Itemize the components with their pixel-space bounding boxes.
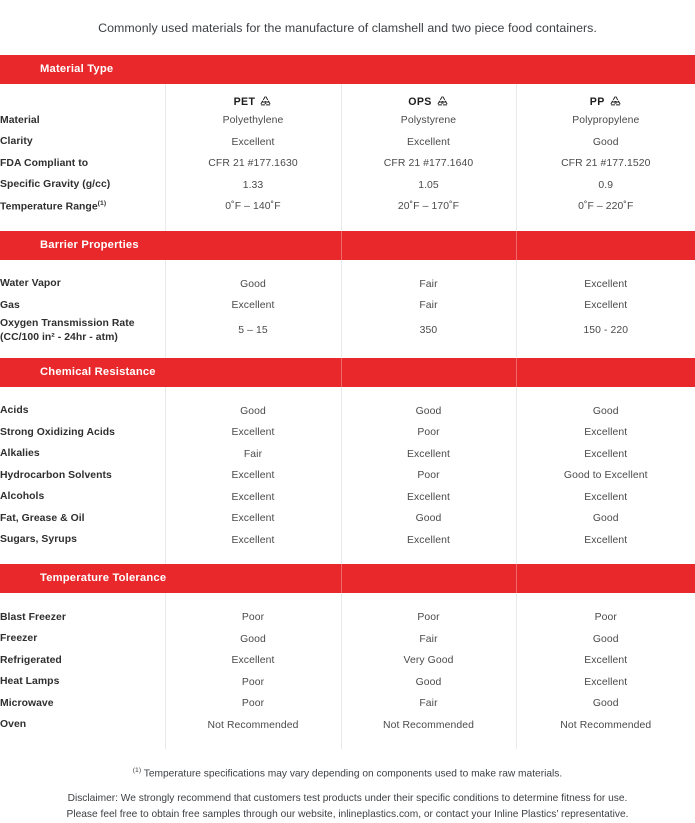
cell-clarity-pet: Excellent [165, 132, 341, 154]
cell-hydrocarbon-solvents-pp: Good to Excellent [516, 465, 695, 487]
recycle-icon [259, 95, 272, 108]
section-title-cell [0, 358, 341, 387]
cell-microwave-ops: Fair [341, 693, 516, 715]
cell-water-vapor-pet: Good [165, 274, 341, 296]
table-row [0, 153, 695, 175]
section-title-cell [0, 231, 341, 260]
table-row [0, 110, 695, 132]
cell-gas-pet: Excellent [165, 295, 341, 317]
row-label-sugars-syrups [0, 530, 165, 552]
section-gap-top [0, 260, 695, 274]
cell-material-pet: Polyethylene [165, 110, 341, 132]
cell-microwave-pet: Poor [165, 693, 341, 715]
row-label-subtext: (CC/100 in² - 24hr - atm) [0, 331, 118, 343]
table-row [0, 295, 695, 317]
section-title-cell [0, 55, 695, 84]
section-title: Temperature Tolerance [40, 572, 167, 585]
row-label-text: Hydrocarbon Solvents [0, 469, 112, 481]
row-label-freezer [0, 629, 165, 651]
row-label-acids [0, 401, 165, 423]
cell-alcohols-pet: Excellent [165, 487, 341, 509]
cell-gas-pp: Excellent [516, 295, 695, 317]
cell-strong-oxidizing-acids-pet: Excellent [165, 422, 341, 444]
row-label-text: Freezer [0, 633, 38, 645]
cell-alcohols-ops: Excellent [341, 487, 516, 509]
cell-fat-grease-oil-ops: Good [341, 508, 516, 530]
section-header-spacer-2 [516, 358, 695, 387]
row-label-clarity [0, 132, 165, 154]
table-row [0, 672, 695, 694]
cell-heat-lamps-ops: Good [341, 672, 516, 694]
table-row [0, 715, 695, 737]
cell-hydrocarbon-solvents-ops: Poor [341, 465, 516, 487]
column-code-ops: OPS [408, 95, 432, 108]
svg-text:1: 1 [264, 99, 268, 105]
cell-alkalies-ops: Excellent [341, 444, 516, 466]
row-label-text: Temperature Range [0, 201, 98, 213]
cell-oven-ops: Not Recommended [341, 715, 516, 737]
cell-refrigerated-ops: Very Good [341, 650, 516, 672]
row-label-text: Clarity [0, 136, 33, 148]
cell-fda-compliant-to-ops: CFR 21 #177.1640 [341, 153, 516, 175]
table-row [0, 530, 695, 552]
row-label-text: Water Vapor [0, 278, 61, 290]
section-gap-bottom [0, 736, 695, 749]
section-header-temperature-tolerance [0, 564, 695, 593]
table-row [0, 274, 695, 296]
row-label-blast-freezer [0, 607, 165, 629]
row-label-text: Acids [0, 405, 29, 417]
cell-specific-gravity-g-cc--ops: 1.05 [341, 175, 516, 197]
section-title: Barrier Properties [40, 238, 139, 251]
recycle-icon [436, 95, 449, 108]
cell-heat-lamps-pet: Poor [165, 672, 341, 694]
cell-refrigerated-pp: Excellent [516, 650, 695, 672]
cell-acids-pet: Good [165, 401, 341, 423]
cell-microwave-pp: Good [516, 693, 695, 715]
row-label-text: Refrigerated [0, 654, 62, 666]
cell-alkalies-pet: Fair [165, 444, 341, 466]
cell-fda-compliant-to-pp: CFR 21 #177.1520 [516, 153, 695, 175]
section-title-cell [0, 564, 341, 593]
table-row [0, 444, 695, 466]
footnote [0, 767, 695, 779]
cell-oven-pp: Not Recommended [516, 715, 695, 737]
section-header-spacer-2 [516, 564, 695, 593]
row-label-gas [0, 295, 165, 317]
svg-text:5: 5 [613, 99, 617, 105]
cell-blast-freezer-pet: Poor [165, 607, 341, 629]
cell-freezer-ops: Fair [341, 629, 516, 651]
table-body [0, 55, 695, 749]
cell-sugars-syrups-pet: Excellent [165, 530, 341, 552]
cell-oxygen-transmission-rate-pet: 5 – 15 [165, 317, 341, 345]
row-label-text: Microwave [0, 697, 54, 709]
svg-text:6: 6 [440, 99, 444, 105]
table-row [0, 607, 695, 629]
column-header-pet [165, 84, 341, 110]
cell-alcohols-pp: Excellent [516, 487, 695, 509]
section-header-spacer-1 [341, 564, 516, 593]
column-header-blank [0, 84, 165, 110]
column-header-ops [341, 84, 516, 110]
cell-fda-compliant-to-pet: CFR 21 #177.1630 [165, 153, 341, 175]
cell-fat-grease-oil-pp: Good [516, 508, 695, 530]
section-header-spacer-1 [341, 231, 516, 260]
row-label-oven [0, 715, 165, 737]
row-label-alkalies [0, 444, 165, 466]
section-header-chemical-resistance [0, 358, 695, 387]
section-title: Chemical Resistance [40, 365, 156, 378]
row-label-text: Alkalies [0, 448, 40, 460]
row-label-strong-oxidizing-acids [0, 422, 165, 444]
section-header-spacer-1 [341, 358, 516, 387]
column-code-pet: PET [233, 95, 256, 108]
section-gap-top [0, 593, 695, 607]
cell-water-vapor-ops: Fair [341, 274, 516, 296]
cell-gas-ops: Fair [341, 295, 516, 317]
footnote-marker: (1) [132, 767, 142, 775]
row-label-text: Blast Freezer [0, 611, 66, 623]
cell-strong-oxidizing-acids-pp: Excellent [516, 422, 695, 444]
cell-refrigerated-pet: Excellent [165, 650, 341, 672]
cell-strong-oxidizing-acids-ops: Poor [341, 422, 516, 444]
cell-specific-gravity-g-cc--pet: 1.33 [165, 175, 341, 197]
section-header-barrier-properties [0, 231, 695, 260]
cell-water-vapor-pp: Excellent [516, 274, 695, 296]
table-row [0, 422, 695, 444]
row-label-oxygen-transmission-rate [0, 317, 165, 345]
row-label-fda-compliant-to [0, 153, 165, 175]
table-row [0, 196, 695, 218]
material-comparison-table [0, 55, 695, 749]
row-label-microwave [0, 693, 165, 715]
row-label-text: Material [0, 114, 40, 126]
cell-clarity-ops: Excellent [341, 132, 516, 154]
cell-acids-ops: Good [341, 401, 516, 423]
section-header-spacer-2 [516, 231, 695, 260]
cell-oxygen-transmission-rate-pp: 150 - 220 [516, 317, 695, 345]
cell-material-ops: Polystyrene [341, 110, 516, 132]
section-title: Material Type [40, 63, 114, 75]
row-label-temperature-range [0, 196, 165, 218]
table-row [0, 317, 695, 345]
section-gap-bottom [0, 551, 695, 564]
disclaimer-line-2: Please feel free to obtain free samples through our website, inlineplastics.com, or contact your Inline Plastics’ representative. [66, 809, 629, 821]
row-label-water-vapor [0, 274, 165, 296]
cell-temperature-range-pet: 0˚F – 140˚F [165, 196, 341, 218]
recycle-icon [609, 95, 622, 108]
cell-blast-freezer-pp: Poor [516, 607, 695, 629]
section-header-material-type [0, 55, 695, 84]
row-label-alcohols [0, 487, 165, 509]
table-row [0, 693, 695, 715]
table-row [0, 465, 695, 487]
row-label-heat-lamps [0, 672, 165, 694]
cell-temperature-range-ops: 20˚F – 170˚F [341, 196, 516, 218]
table-row [0, 487, 695, 509]
footnote-text: Temperature specifications may vary depending on components used to make raw materials. [143, 768, 563, 780]
row-label-specific-gravity-g-cc- [0, 175, 165, 197]
column-code-pp: PP [589, 95, 605, 108]
row-label-refrigerated [0, 650, 165, 672]
row-label-text: Fat, Grease & Oil [0, 512, 85, 524]
row-label-text: Heat Lamps [0, 676, 60, 688]
column-header-row [0, 84, 695, 110]
row-label-text: Oxygen Transmission Rate [0, 317, 135, 329]
table-row [0, 629, 695, 651]
table-row [0, 508, 695, 530]
cell-freezer-pp: Good [516, 629, 695, 651]
cell-fat-grease-oil-pet: Excellent [165, 508, 341, 530]
row-label-text: Specific Gravity (g/cc) [0, 179, 111, 191]
row-label-text: Gas [0, 299, 20, 311]
cell-sugars-syrups-pp: Excellent [516, 530, 695, 552]
row-label-text: Strong Oxidizing Acids [0, 426, 116, 438]
cell-blast-freezer-ops: Poor [341, 607, 516, 629]
column-header-pp [516, 84, 695, 110]
page-title: Commonly used materials for the manufacture of clamshell and two piece food containers. [98, 21, 597, 35]
cell-specific-gravity-g-cc--pp: 0.9 [516, 175, 695, 197]
disclaimer-line-1: Disclaimer: We strongly recommend that customers test products under their specific conditions to determine fitness for use. [67, 793, 628, 805]
row-label-text: Oven [0, 719, 27, 731]
table-row [0, 132, 695, 154]
cell-sugars-syrups-ops: Excellent [341, 530, 516, 552]
row-label-fat-grease-oil [0, 508, 165, 530]
section-gap-bottom [0, 345, 695, 358]
disclaimer [0, 791, 695, 823]
cell-clarity-pp: Good [516, 132, 695, 154]
cell-alkalies-pp: Excellent [516, 444, 695, 466]
row-label-superscript: (1) [97, 199, 107, 207]
row-label-text: Alcohols [0, 491, 45, 503]
cell-heat-lamps-pp: Excellent [516, 672, 695, 694]
cell-oxygen-transmission-rate-ops: 350 [341, 317, 516, 345]
cell-acids-pp: Good [516, 401, 695, 423]
row-label-hydrocarbon-solvents [0, 465, 165, 487]
cell-temperature-range-pp: 0˚F – 220˚F [516, 196, 695, 218]
cell-material-pp: Polypropylene [516, 110, 695, 132]
row-label-material [0, 110, 165, 132]
cell-hydrocarbon-solvents-pet: Excellent [165, 465, 341, 487]
section-gap-top [0, 387, 695, 401]
section-gap-bottom [0, 218, 695, 231]
table-row [0, 175, 695, 197]
cell-freezer-pet: Good [165, 629, 341, 651]
table-row [0, 650, 695, 672]
cell-oven-pet: Not Recommended [165, 715, 341, 737]
row-label-text: FDA Compliant to [0, 157, 89, 169]
row-label-text: Sugars, Syrups [0, 534, 77, 546]
table-row [0, 401, 695, 423]
